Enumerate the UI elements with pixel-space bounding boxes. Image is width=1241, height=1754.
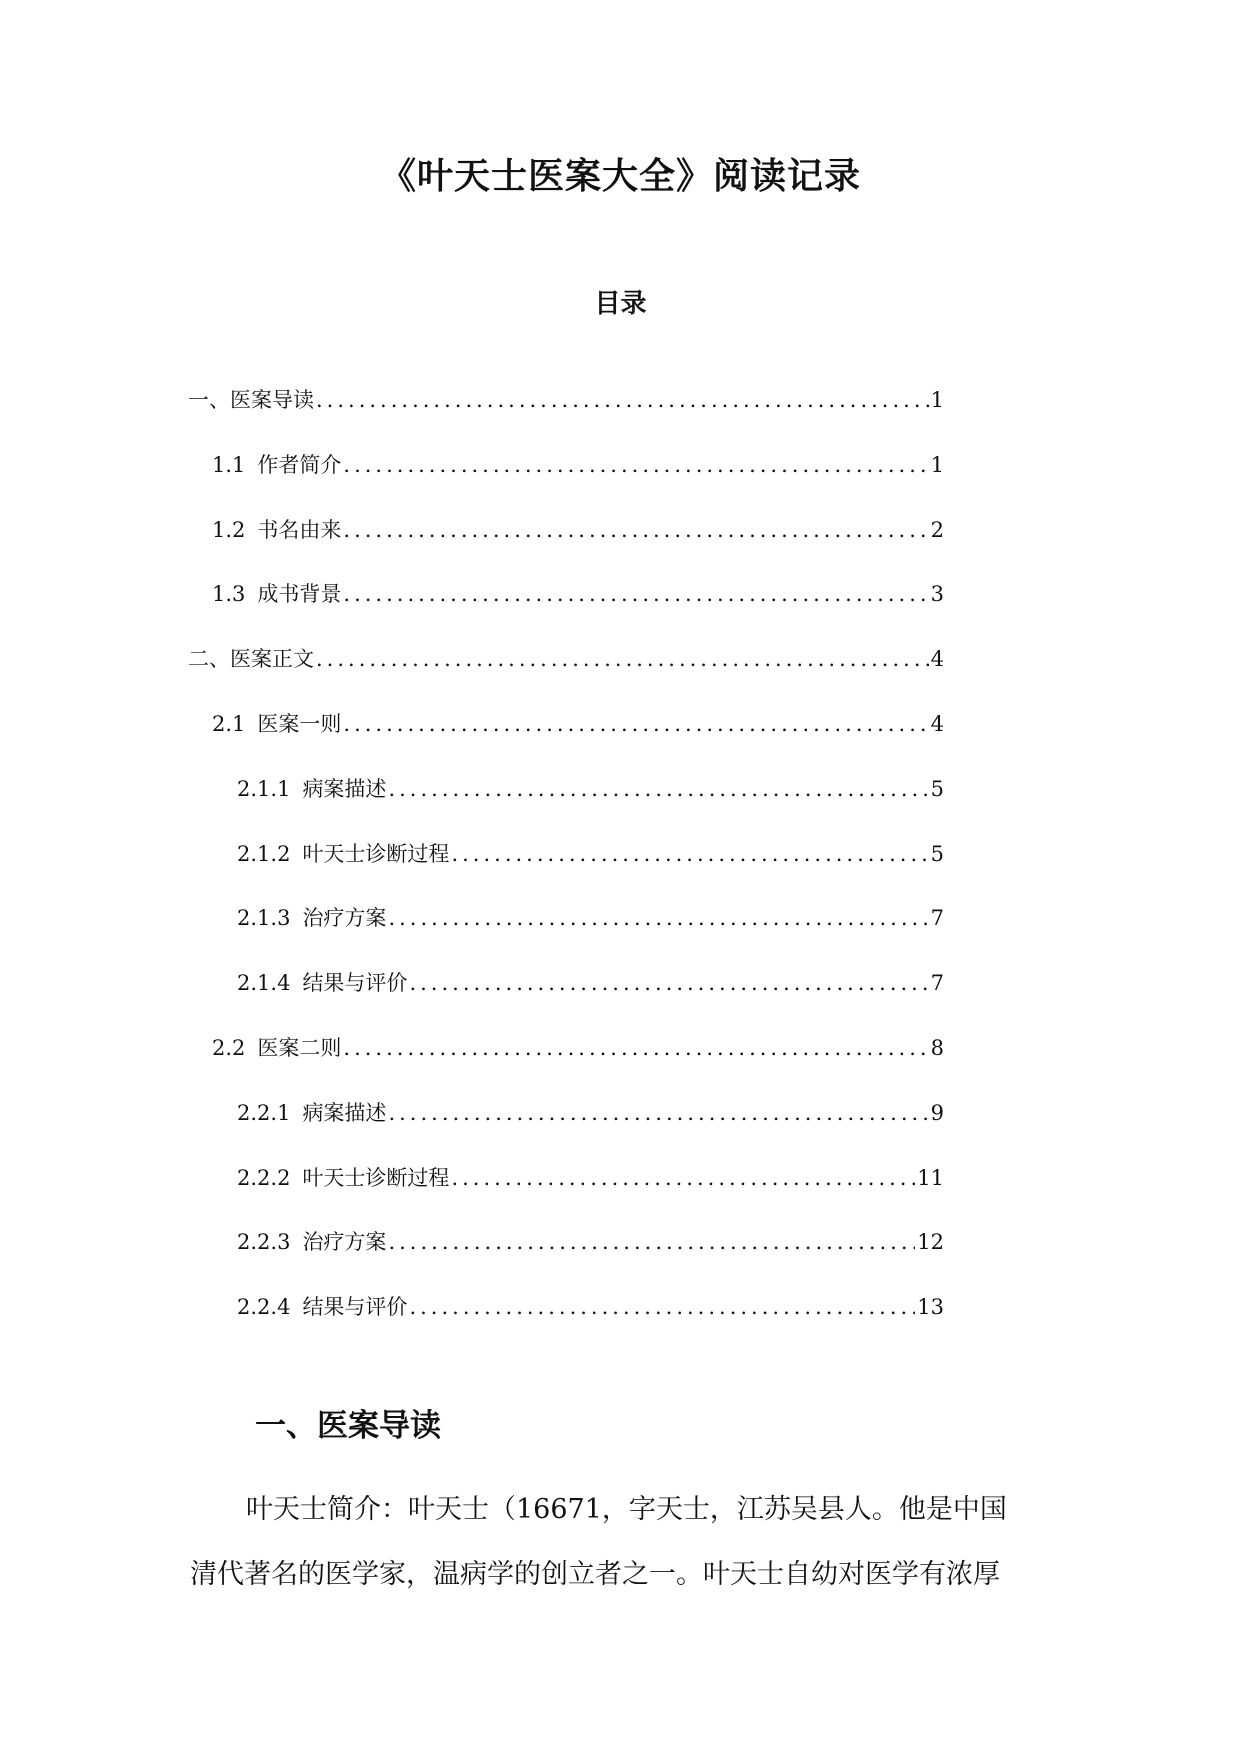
toc-entry-number: 2.2.1 bbox=[237, 1100, 291, 1125]
toc-entry-page-number: 7 bbox=[930, 971, 944, 996]
toc-heading: 目录 bbox=[594, 289, 647, 319]
toc-entry-number: 2.1.1 bbox=[237, 776, 291, 801]
toc-entry-page-number: 13 bbox=[917, 1295, 944, 1320]
toc-entry[interactable] bbox=[212, 515, 944, 545]
toc-entry-number: 1.3 bbox=[212, 582, 246, 607]
toc-entry[interactable] bbox=[188, 385, 944, 415]
toc-leader-dots bbox=[343, 709, 928, 739]
toc-entry-label: 医案二则 bbox=[257, 1036, 342, 1060]
toc-entry-page-number: 12 bbox=[917, 1230, 944, 1255]
toc-entry-page-number: 3 bbox=[930, 582, 944, 607]
toc-entry-number: 2.1 bbox=[212, 712, 246, 736]
body-line: 叶天士简介：叶天士（16671，字天士，江苏吴县人。他是中国 bbox=[246, 1494, 1007, 1525]
toc-entry-label: 结果与评价 bbox=[302, 971, 408, 996]
toc-entry[interactable] bbox=[237, 1163, 944, 1193]
toc-entry[interactable] bbox=[212, 709, 944, 739]
toc-leader-dots bbox=[343, 515, 928, 545]
toc-entry-label: 病案描述 bbox=[302, 776, 387, 801]
toc-entry-label: 治疗方案 bbox=[302, 1230, 387, 1255]
toc-entry[interactable] bbox=[188, 644, 944, 674]
toc-entry-number: 2.2 bbox=[212, 1036, 246, 1060]
toc-entry-page-number: 1 bbox=[930, 388, 944, 412]
toc-entry-label: 叶天士诊断过程 bbox=[302, 841, 450, 866]
toc-entry[interactable] bbox=[237, 839, 944, 869]
toc-entry-label: 成书背景 bbox=[257, 582, 342, 607]
toc-entry-label: 治疗方案 bbox=[302, 906, 387, 931]
toc-entry-number: 2.1.2 bbox=[237, 841, 291, 866]
toc-entry-number: 2.2.3 bbox=[237, 1230, 291, 1255]
section-heading: 一、医案导读 bbox=[255, 1408, 441, 1444]
toc-entry[interactable] bbox=[237, 903, 944, 933]
toc-entry[interactable] bbox=[237, 968, 944, 998]
toc-entry-number: 1.1 bbox=[212, 452, 246, 477]
toc-leader-dots bbox=[388, 774, 928, 804]
toc-entry-page-number: 1 bbox=[930, 452, 944, 477]
toc-entry-number: 2.1.4 bbox=[237, 971, 291, 996]
toc-entry-label: 病案描述 bbox=[302, 1100, 387, 1125]
toc-entry[interactable] bbox=[237, 1098, 944, 1128]
toc-entry-page-number: 5 bbox=[930, 776, 944, 801]
toc-leader-dots bbox=[316, 644, 929, 674]
toc-leader-dots bbox=[388, 903, 928, 933]
toc-leader-dots bbox=[343, 1033, 928, 1063]
toc-leader-dots bbox=[343, 579, 928, 609]
toc-entry-number: 2.2.2 bbox=[237, 1165, 291, 1190]
toc-leader-dots bbox=[316, 385, 929, 415]
toc-entry[interactable] bbox=[237, 774, 944, 804]
toc-entry-page-number: 5 bbox=[930, 841, 944, 866]
toc-entry-number: 二、 bbox=[188, 647, 230, 672]
toc-leader-dots bbox=[409, 968, 928, 998]
toc-entry-page-number: 8 bbox=[930, 1036, 944, 1060]
toc-entry-label: 叶天士诊断过程 bbox=[302, 1165, 450, 1190]
toc-entry-page-number: 4 bbox=[930, 647, 944, 672]
toc-entry-label: 结果与评价 bbox=[302, 1295, 408, 1320]
toc-leader-dots bbox=[388, 1098, 928, 1128]
toc-entry-page-number: 7 bbox=[930, 906, 944, 931]
toc-leader-dots bbox=[451, 839, 928, 869]
body-line: 清代著名的医学家，温病学的创立者之一。叶天士自幼对医学有浓厚 bbox=[190, 1559, 1000, 1590]
toc-entry[interactable] bbox=[212, 1033, 944, 1063]
toc-entry-page-number: 11 bbox=[917, 1165, 944, 1190]
toc-entry[interactable] bbox=[212, 579, 944, 609]
toc-entry-number: 2.2.4 bbox=[237, 1295, 291, 1320]
toc-entry-number: 1.2 bbox=[212, 517, 246, 542]
toc-entry-label: 书名由来 bbox=[257, 517, 342, 542]
toc-entry-label: 医案导读 bbox=[230, 388, 314, 412]
toc-leader-dots bbox=[451, 1163, 915, 1193]
toc-entry-label: 医案正文 bbox=[230, 647, 314, 672]
toc-entry-number: 一、 bbox=[188, 388, 230, 412]
toc-leader-dots bbox=[388, 1227, 915, 1257]
toc-entry[interactable] bbox=[237, 1292, 944, 1322]
toc-entry[interactable] bbox=[212, 450, 944, 480]
toc-entry-label: 医案一则 bbox=[257, 712, 342, 736]
toc-entry-page-number: 4 bbox=[930, 712, 944, 736]
body-paragraph bbox=[190, 1477, 1060, 1607]
toc-entry-page-number: 9 bbox=[930, 1100, 944, 1125]
toc-entry[interactable] bbox=[237, 1227, 944, 1257]
toc-leader-dots bbox=[409, 1292, 915, 1322]
toc-entry-page-number: 2 bbox=[930, 517, 944, 542]
toc-entry-label: 作者简介 bbox=[257, 452, 342, 477]
toc-entry-number: 2.1.3 bbox=[237, 906, 291, 931]
toc-leader-dots bbox=[343, 450, 928, 480]
document-title: 《叶天士医案大全》阅读记录 bbox=[379, 156, 861, 197]
